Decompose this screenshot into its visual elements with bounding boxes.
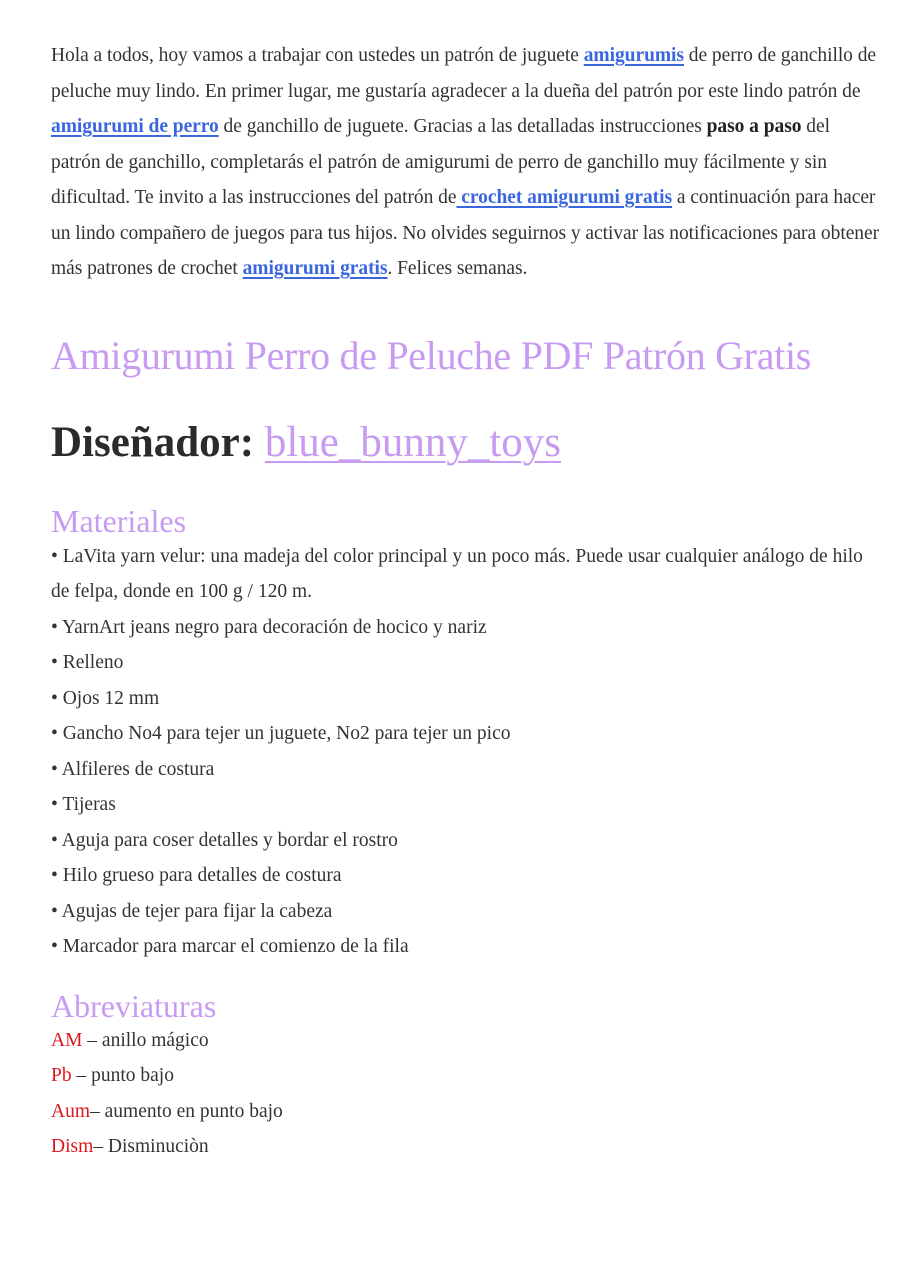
- list-item: • Aguja para coser detalles y bordar el rostro: [51, 829, 398, 851]
- link-amigurumi-de-perro[interactable]: amigurumi de perro: [51, 116, 219, 137]
- abbreviation-description: anillo mágico: [101, 1029, 209, 1051]
- abbreviation-key: AM: [51, 1029, 83, 1051]
- list-item: • Agujas de tejer para fijar la cabeza: [51, 900, 333, 922]
- abbreviation-key: Dism: [51, 1136, 94, 1157]
- abbreviation-separator: –: [71, 1065, 92, 1086]
- abbreviation-item: [51, 1129, 881, 1165]
- materiales-list: [51, 539, 881, 965]
- list-item: • YarnArt jeans negro para decoración de hocico y nariz: [51, 616, 487, 638]
- link-crochet-amigurumi-gratis[interactable]: crochet amigurumi gratis: [456, 187, 673, 208]
- abbreviation-description: Disminuciòn: [107, 1136, 209, 1157]
- abbreviation-separator: –: [82, 1029, 102, 1051]
- abbreviation-key: Aum: [51, 1100, 90, 1122]
- intro-text: Hola a todos, hoy vamos a trabajar con ustedes un patrón de juguete: [51, 45, 584, 66]
- abbreviation-description: aumento en punto bajo: [104, 1100, 283, 1122]
- designer-label: Diseñador:: [51, 418, 265, 466]
- list-item: • Ojos 12 mm: [51, 687, 160, 709]
- abreviaturas-list: [51, 1023, 881, 1165]
- abbreviation-item: [51, 1023, 881, 1059]
- abbreviation-separator: –: [93, 1136, 108, 1157]
- intro-text: de ganchillo de juguete. Gracias a las detalladas instrucciones: [218, 116, 707, 137]
- list-item: • Hilo grueso para detalles de costura: [51, 865, 342, 886]
- intro-bold-text: paso a paso: [706, 116, 802, 137]
- abbreviation-separator: –: [90, 1100, 105, 1122]
- abbreviation-item: [51, 1094, 881, 1130]
- intro-text: . Felices semanas.: [387, 258, 528, 279]
- link-amigurumis[interactable]: amigurumis: [583, 45, 684, 66]
- intro-text: a continuación para hacer un lindo compañero de juegos para tus hijos. No olvides seguirnos y activar las notificaciones para obtener más patrones de crochet: [51, 187, 880, 279]
- materiales-heading: Materiales: [51, 502, 187, 539]
- abbreviation-key: Pb: [51, 1065, 72, 1086]
- designer-heading: [51, 417, 881, 469]
- list-item: • Marcador para marcar el comienzo de la fila: [51, 936, 409, 957]
- intro-paragraph: [51, 0, 881, 287]
- abreviaturas-heading: Abreviaturas: [51, 987, 217, 1024]
- link-amigurumi-gratis[interactable]: amigurumi gratis: [242, 258, 388, 279]
- list-item: • Tijeras: [51, 794, 116, 815]
- intro-text: del patrón de ganchillo, completarás el patrón de amigurumi de perro de ganchillo muy fácilmente y sin dificultad. Te invito a las instrucciones del patrón de: [51, 116, 830, 208]
- list-item: • Gancho No4 para tejer un juguete, No2 para tejer un pico: [51, 723, 511, 744]
- intro-text: de perro de ganchillo de peluche muy lindo. En primer lugar, me gustaría agradecer a la dueña del patrón por este lindo patrón de: [51, 45, 877, 102]
- designer-link[interactable]: blue_bunny_toys: [264, 418, 562, 466]
- page-title: Amigurumi Perro de Peluche PDF Patrón Gratis: [51, 332, 812, 378]
- list-item: • LaVita yarn velur: una madeja del color principal y un poco más. Puede usar cualquier análogo de hilo de felpa, donde en 100 g / 120 m.: [51, 545, 863, 602]
- abbreviation-description: punto bajo: [91, 1065, 174, 1086]
- list-item: • Alfileres de costura: [51, 758, 215, 780]
- list-item: • Relleno: [51, 652, 124, 673]
- abbreviation-item: [51, 1058, 881, 1094]
